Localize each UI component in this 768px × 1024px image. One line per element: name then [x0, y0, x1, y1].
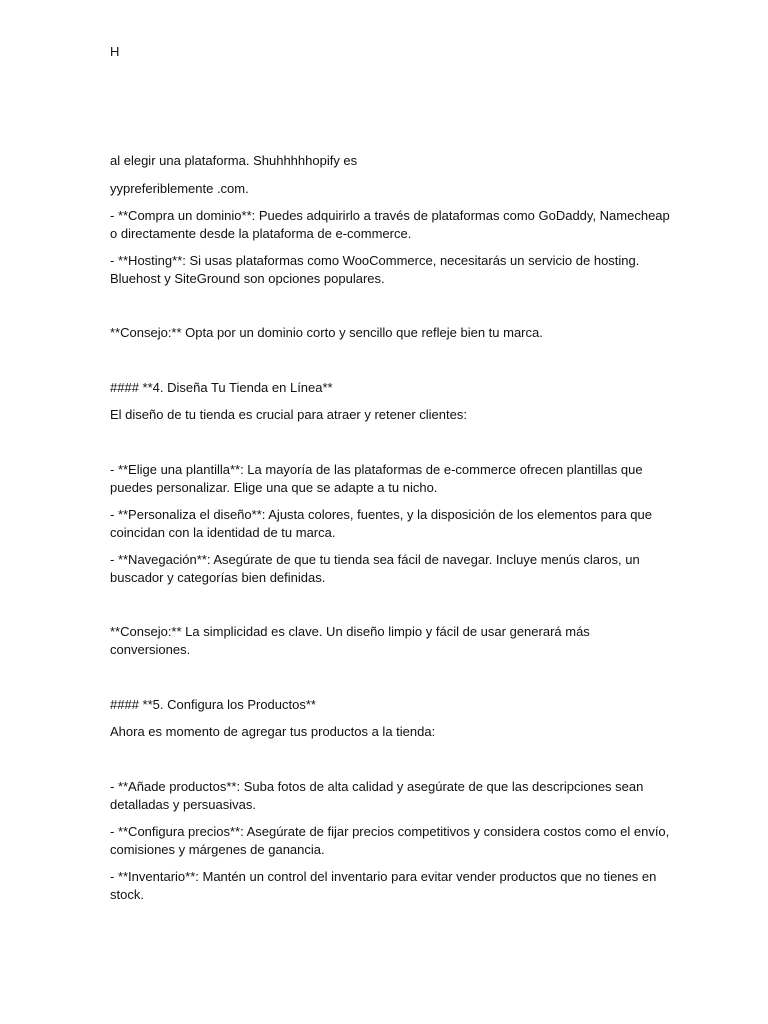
- bullet-hosting: - **Hosting**: Si usas plataformas como WooCommerce, necesitarás un servicio de hosting. Bluehost y SiteGround son opciones populares.: [110, 253, 640, 286]
- bullet-navigation: - **Navegación**: Asegúrate de que tu tienda sea fácil de navegar. Incluye menús claros, un buscador y categorías bien definidas.: [110, 552, 640, 585]
- bullet-buy-domain: - **Compra un dominio**: Puedes adquirirlo a través de plataformas como GoDaddy, Namecheap o directamente desde la plataforma de e-commerce.: [110, 208, 670, 241]
- paragraph-platform-note: al elegir una plataforma. Shuhhhhhopify es: [110, 153, 358, 168]
- paragraph-design-intro: El diseño de tu tienda es crucial para atraer y retener clientes:: [110, 407, 467, 422]
- header-letter: H: [110, 44, 120, 59]
- bullet-choose-template: - **Elige una plantilla**: La mayoría de las plataformas de e-commerce ofrecen plantillas que puedes personalizar. Elige una que se adapte a tu nicho.: [110, 462, 643, 495]
- heading-configure-products: #### **5. Configura los Productos**: [110, 697, 316, 712]
- bullet-configure-prices: - **Configura precios**: Asegúrate de fijar precios competitivos y considera costos como el envío, comisiones y márgenes de ganancia.: [110, 824, 670, 857]
- bullet-customize-design: - **Personaliza el diseño**: Ajusta colores, fuentes, y la disposición de los elementos para que coincidan con la identidad de tu marca.: [110, 507, 652, 540]
- heading-design-store: #### **4. Diseña Tu Tienda en Línea**: [110, 380, 333, 395]
- tip-domain: **Consejo:** Opta por un dominio corto y sencillo que refleje bien tu marca.: [110, 325, 543, 340]
- paragraph-products-intro: Ahora es momento de agregar tus productos a la tienda:: [110, 724, 436, 739]
- paragraph-domain-suffix: yypreferiblemente .com.: [110, 181, 249, 196]
- bullet-add-products: - **Añade productos**: Suba fotos de alta calidad y asegúrate de que las descripciones sean detalladas y persuasivas.: [110, 779, 644, 812]
- tip-simplicity: **Consejo:** La simplicidad es clave. Un diseño limpio y fácil de usar generará más conversiones.: [110, 624, 590, 657]
- bullet-inventory: - **Inventario**: Mantén un control del inventario para evitar vender productos que no tienes en stock.: [110, 869, 657, 902]
